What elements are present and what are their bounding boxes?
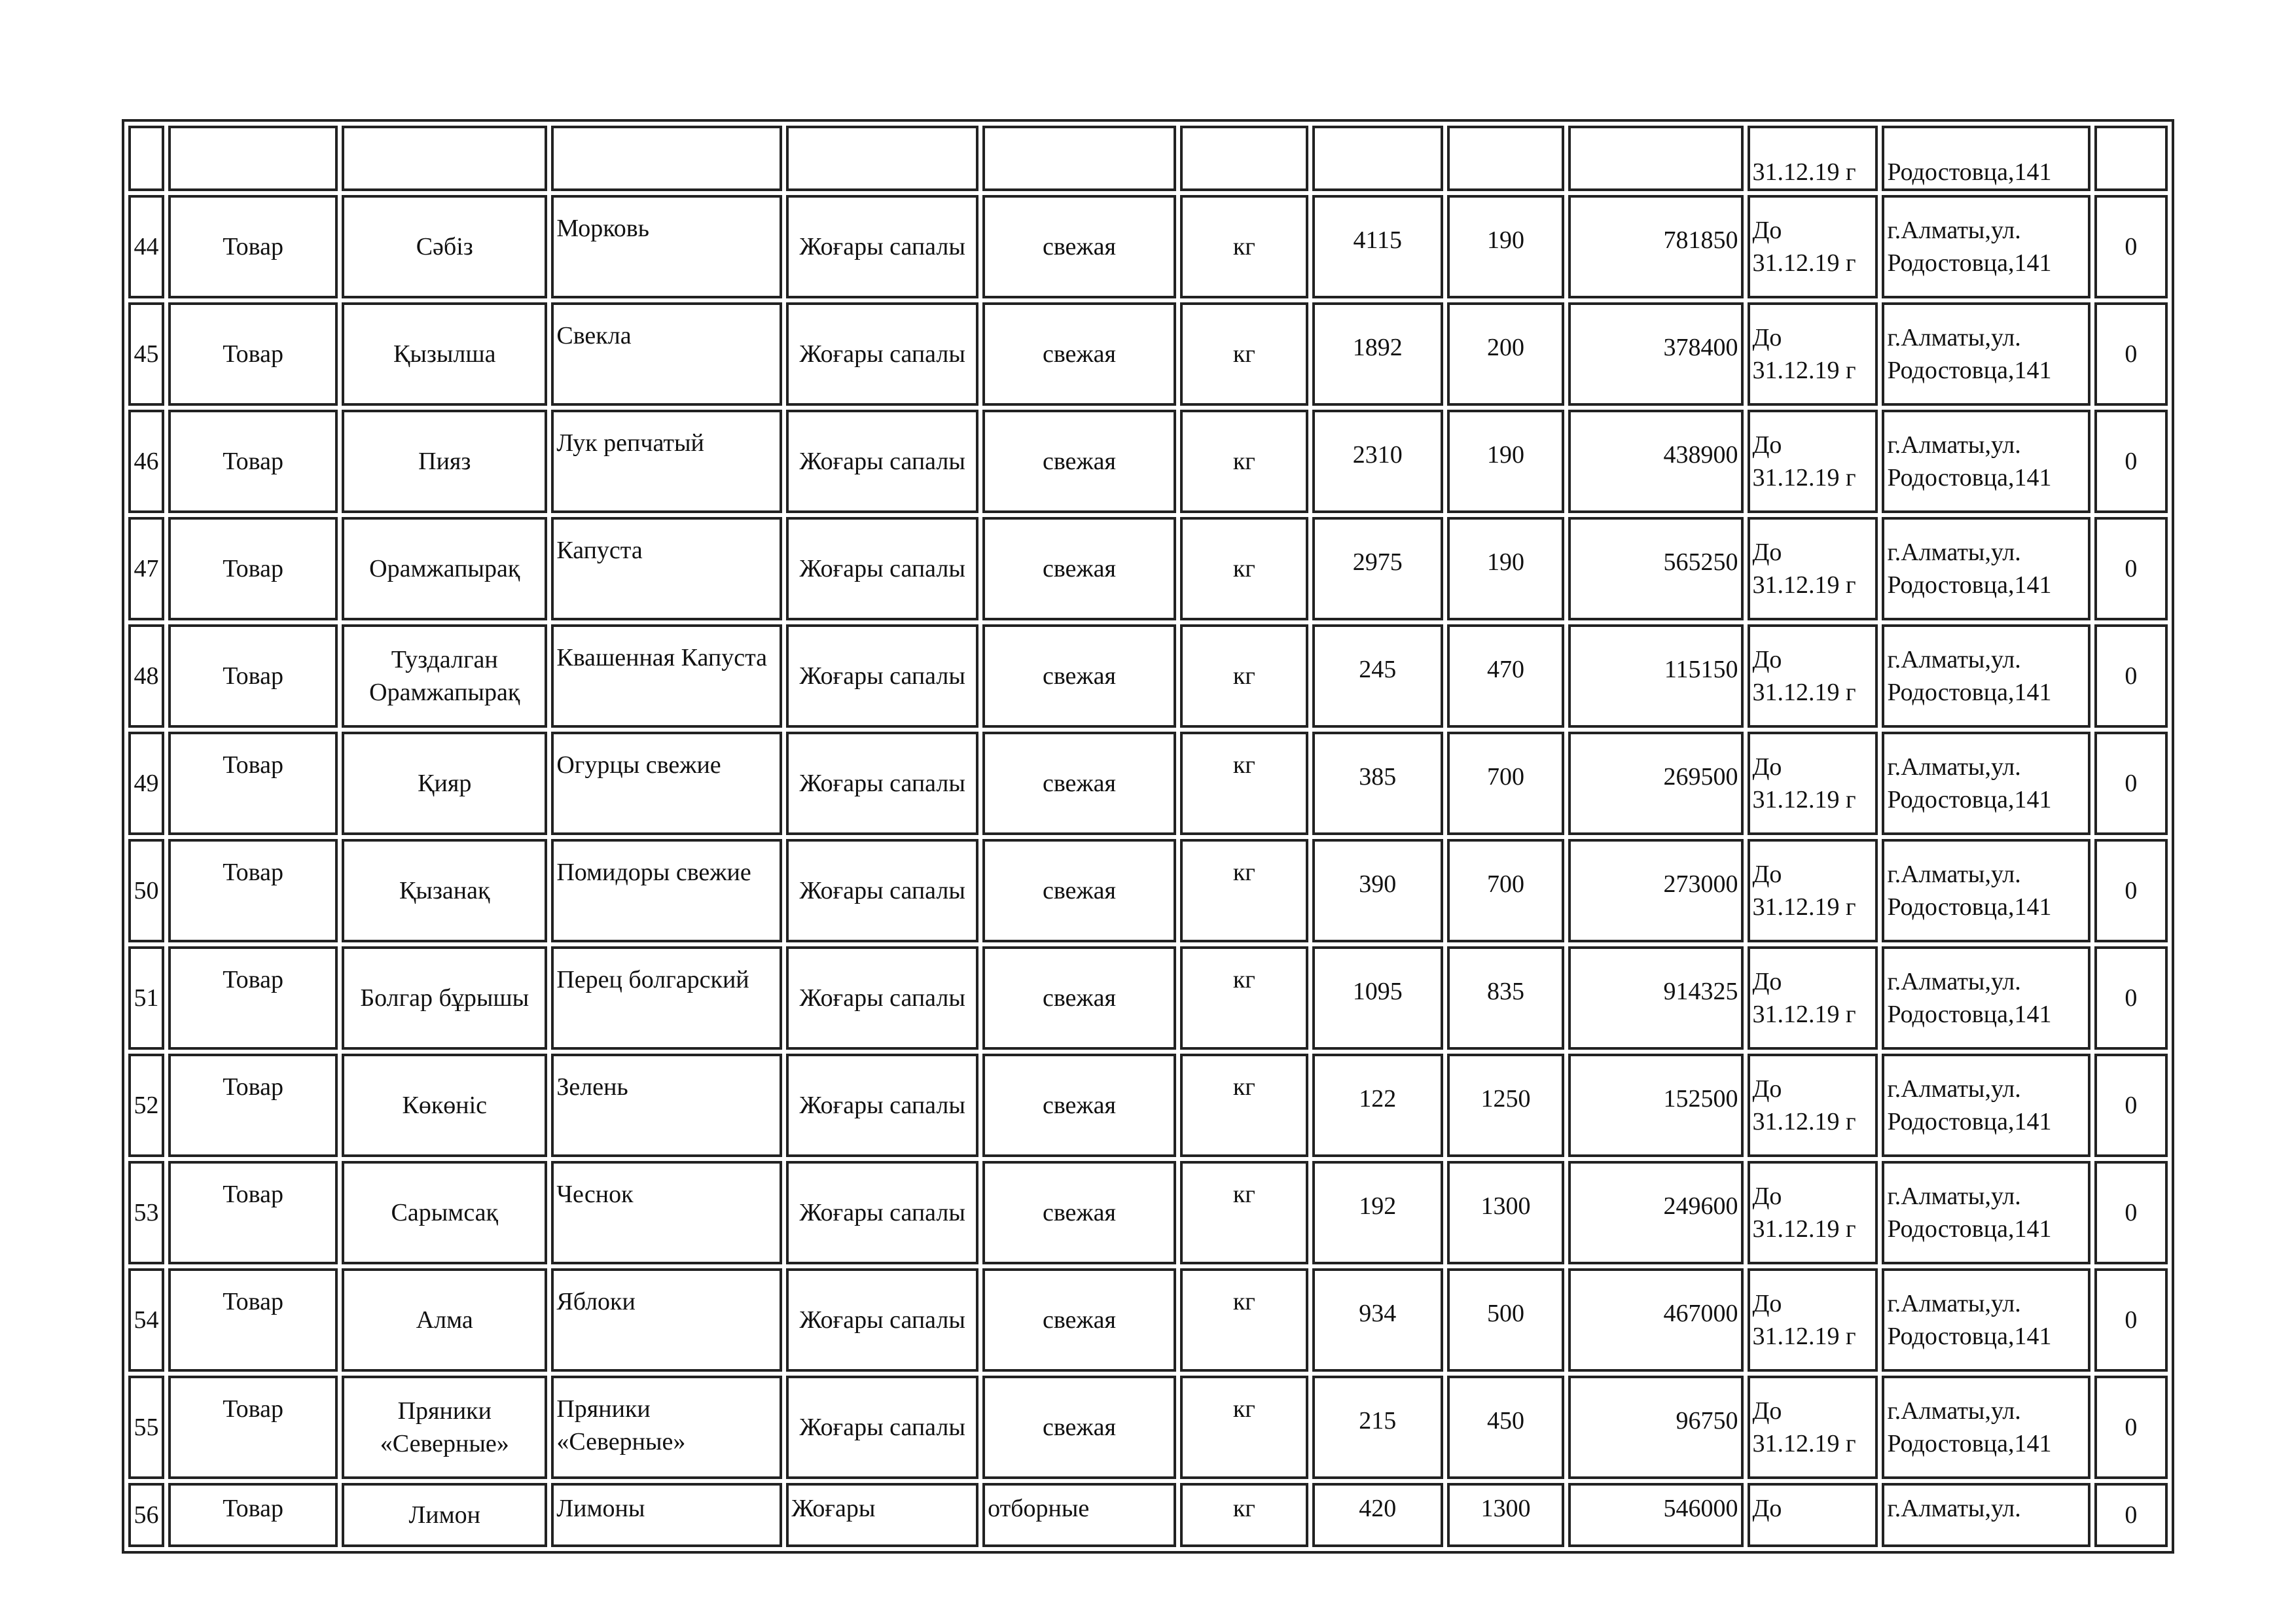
cell-state: свежая	[982, 517, 1176, 620]
cell-extra: 0	[2094, 302, 2168, 406]
cell-name-ru	[551, 126, 782, 191]
cell-name-kz: Сәбіз	[342, 195, 547, 298]
cell-qty: 390	[1312, 839, 1443, 942]
cell-price: 500	[1447, 1268, 1565, 1372]
table-row	[128, 732, 2168, 835]
cell-address: г.Алматы,ул. Родостовца,141	[1882, 1268, 2090, 1372]
cell-quality: Жоғары сапалы	[786, 410, 978, 513]
cell-address: г.Алматы,ул. Родостовца,141	[1882, 946, 2090, 1050]
cell-name-ru: Зелень	[551, 1054, 782, 1157]
cell-qty: 245	[1312, 624, 1443, 728]
cell-price: 700	[1447, 732, 1565, 835]
table-row	[128, 1054, 2168, 1157]
cell-unit: кг	[1180, 1054, 1308, 1157]
cell-type: Товар	[168, 1483, 338, 1547]
cell-unit: кг	[1180, 1376, 1308, 1479]
cell-address: г.Алматы,ул. Родостовца,141	[1882, 732, 2090, 835]
cell-n: 49	[128, 732, 164, 835]
cell-name-kz: Сарымсақ	[342, 1161, 547, 1264]
cell-sum: 249600	[1568, 1161, 1743, 1264]
cell-quality: Жоғары сапалы	[786, 1161, 978, 1264]
cell-type: Товар	[168, 1161, 338, 1264]
cell-n: 44	[128, 195, 164, 298]
cell-sum: 546000	[1568, 1483, 1743, 1547]
cell-name-ru: Яблоки	[551, 1268, 782, 1372]
table-row	[128, 946, 2168, 1050]
cell-sum: 565250	[1568, 517, 1743, 620]
table-row	[128, 302, 2168, 406]
cell-sum	[1568, 126, 1743, 191]
cell-sum: 438900	[1568, 410, 1743, 513]
cell-n: 45	[128, 302, 164, 406]
cell-state: отборные	[982, 1483, 1176, 1547]
cell-quality	[786, 126, 978, 191]
cell-extra: 0	[2094, 1483, 2168, 1547]
cell-address: г.Алматы,ул. Родостовца,141	[1882, 1054, 2090, 1157]
cell-deadline: До 31.12.19 г	[1748, 517, 1878, 620]
cell-qty	[1312, 126, 1443, 191]
goods-table	[122, 119, 2174, 1554]
cell-address: г.Алматы,ул. Родостовца,141	[1882, 410, 2090, 513]
cell-quality: Жоғары сапалы	[786, 839, 978, 942]
cell-state: свежая	[982, 839, 1176, 942]
cell-deadline: До	[1748, 1483, 1878, 1547]
cell-price: 835	[1447, 946, 1565, 1050]
cell-name-kz	[342, 126, 547, 191]
cell-name-kz: Қызанақ	[342, 839, 547, 942]
cell-name-ru: Огурцы свежие	[551, 732, 782, 835]
cell-name-ru: Лук репчатый	[551, 410, 782, 513]
cell-extra: 0	[2094, 1268, 2168, 1372]
cell-deadline: До 31.12.19 г	[1748, 946, 1878, 1050]
cell-quality: Жоғары сапалы	[786, 517, 978, 620]
cell-deadline: До 31.12.19 г	[1748, 195, 1878, 298]
cell-n: 48	[128, 624, 164, 728]
cell-n: 47	[128, 517, 164, 620]
table-row	[128, 839, 2168, 942]
cell-state: свежая	[982, 1268, 1176, 1372]
cell-sum: 96750	[1568, 1376, 1743, 1479]
cell-quality: Жоғары сапалы	[786, 1268, 978, 1372]
cell-qty: 2310	[1312, 410, 1443, 513]
cell-deadline: До 31.12.19 г	[1748, 1268, 1878, 1372]
cell-sum: 152500	[1568, 1054, 1743, 1157]
table-row-partial-top	[128, 126, 2168, 191]
cell-name-ru: Свекла	[551, 302, 782, 406]
cell-sum: 273000	[1568, 839, 1743, 942]
cell-quality: Жоғары сапалы	[786, 1054, 978, 1157]
cell-state	[982, 126, 1176, 191]
table-row-partial-bottom	[128, 1483, 2168, 1547]
cell-type: Товар	[168, 839, 338, 942]
cell-deadline: До 31.12.19 г	[1748, 732, 1878, 835]
cell-deadline: До 31.12.19 г	[1748, 1054, 1878, 1157]
cell-price: 1300	[1447, 1161, 1565, 1264]
cell-unit: кг	[1180, 732, 1308, 835]
cell-unit: кг	[1180, 302, 1308, 406]
cell-unit: кг	[1180, 624, 1308, 728]
cell-n: 50	[128, 839, 164, 942]
cell-type: Товар	[168, 624, 338, 728]
cell-name-ru: Лимоны	[551, 1483, 782, 1547]
cell-extra: 0	[2094, 732, 2168, 835]
cell-name-kz: Пияз	[342, 410, 547, 513]
cell-extra: 0	[2094, 624, 2168, 728]
cell-unit: кг	[1180, 410, 1308, 513]
cell-quality: Жоғары сапалы	[786, 624, 978, 728]
cell-address: г.Алматы,ул. Родостовца,141	[1882, 624, 2090, 728]
cell-extra: 0	[2094, 839, 2168, 942]
cell-n: 55	[128, 1376, 164, 1479]
cell-price: 1250	[1447, 1054, 1565, 1157]
cell-price: 1300	[1447, 1483, 1565, 1547]
cell-unit: кг	[1180, 839, 1308, 942]
cell-qty: 4115	[1312, 195, 1443, 298]
cell-unit	[1180, 126, 1308, 191]
cell-n: 54	[128, 1268, 164, 1372]
cell-name-ru: Перец болгарский	[551, 946, 782, 1050]
cell-price: 470	[1447, 624, 1565, 728]
cell-name-kz: Алма	[342, 1268, 547, 1372]
cell-type: Товар	[168, 302, 338, 406]
cell-deadline: 31.12.19 г	[1748, 126, 1878, 191]
cell-state: свежая	[982, 1054, 1176, 1157]
cell-name-ru: Квашенная Капуста	[551, 624, 782, 728]
cell-unit: кг	[1180, 946, 1308, 1050]
cell-extra: 0	[2094, 1054, 2168, 1157]
cell-address: г.Алматы,ул. Родостовца,141	[1882, 839, 2090, 942]
cell-n: 52	[128, 1054, 164, 1157]
cell-qty: 1892	[1312, 302, 1443, 406]
cell-price: 190	[1447, 517, 1565, 620]
cell-price	[1447, 126, 1565, 191]
table-row	[128, 1376, 2168, 1479]
cell-deadline: До 31.12.19 г	[1748, 1376, 1878, 1479]
cell-name-ru: Помидоры свежие	[551, 839, 782, 942]
cell-type: Товар	[168, 946, 338, 1050]
cell-state: свежая	[982, 732, 1176, 835]
cell-unit: кг	[1180, 1161, 1308, 1264]
cell-sum: 467000	[1568, 1268, 1743, 1372]
table-row	[128, 195, 2168, 298]
cell-address: Родостовца,141	[1882, 126, 2090, 191]
cell-name-kz: Туздалган Орамжапырақ	[342, 624, 547, 728]
cell-type: Товар	[168, 1268, 338, 1372]
cell-name-kz: Пряники «Северные»	[342, 1376, 547, 1479]
cell-unit: кг	[1180, 195, 1308, 298]
cell-address: г.Алматы,ул. Родостовца,141	[1882, 1376, 2090, 1479]
cell-name-ru: Морковь	[551, 195, 782, 298]
cell-qty: 122	[1312, 1054, 1443, 1157]
cell-extra: 0	[2094, 410, 2168, 513]
cell-type	[168, 126, 338, 191]
cell-quality: Жоғары	[786, 1483, 978, 1547]
cell-type: Товар	[168, 732, 338, 835]
cell-extra: 0	[2094, 195, 2168, 298]
cell-type: Товар	[168, 410, 338, 513]
cell-address: г.Алматы,ул. Родостовца,141	[1882, 195, 2090, 298]
cell-type: Товар	[168, 195, 338, 298]
cell-address: г.Алматы,ул. Родостовца,141	[1882, 1161, 2090, 1264]
cell-name-kz: Лимон	[342, 1483, 547, 1547]
cell-type: Товар	[168, 517, 338, 620]
table-row	[128, 410, 2168, 513]
table-row	[128, 1268, 2168, 1372]
cell-n: 46	[128, 410, 164, 513]
cell-state: свежая	[982, 624, 1176, 728]
cell-sum: 269500	[1568, 732, 1743, 835]
table-row	[128, 1161, 2168, 1264]
cell-deadline: До 31.12.19 г	[1748, 1161, 1878, 1264]
cell-qty: 215	[1312, 1376, 1443, 1479]
cell-state: свежая	[982, 410, 1176, 513]
cell-address: г.Алматы,ул. Родостовца,141	[1882, 302, 2090, 406]
cell-price: 450	[1447, 1376, 1565, 1479]
cell-quality: Жоғары сапалы	[786, 946, 978, 1050]
cell-quality: Жоғары сапалы	[786, 195, 978, 298]
cell-deadline: До 31.12.19 г	[1748, 624, 1878, 728]
cell-sum: 115150	[1568, 624, 1743, 728]
cell-state: свежая	[982, 946, 1176, 1050]
cell-extra: 0	[2094, 1161, 2168, 1264]
cell-sum: 781850	[1568, 195, 1743, 298]
cell-name-kz: Болгар бұрышы	[342, 946, 547, 1050]
cell-address: г.Алматы,ул.	[1882, 1483, 2090, 1547]
cell-type: Товар	[168, 1054, 338, 1157]
cell-extra: 0	[2094, 1376, 2168, 1479]
cell-n: 53	[128, 1161, 164, 1264]
cell-qty: 934	[1312, 1268, 1443, 1372]
cell-n	[128, 126, 164, 191]
cell-name-kz: Орамжапырақ	[342, 517, 547, 620]
cell-qty: 192	[1312, 1161, 1443, 1264]
cell-name-kz: Көкөніс	[342, 1054, 547, 1157]
cell-n: 51	[128, 946, 164, 1050]
cell-extra: 0	[2094, 946, 2168, 1050]
cell-quality: Жоғары сапалы	[786, 1376, 978, 1479]
cell-quality: Жоғары сапалы	[786, 732, 978, 835]
cell-state: свежая	[982, 302, 1176, 406]
cell-unit: кг	[1180, 1483, 1308, 1547]
cell-deadline: До 31.12.19 г	[1748, 302, 1878, 406]
cell-extra: 0	[2094, 517, 2168, 620]
cell-name-ru: Пряники «Северные»	[551, 1376, 782, 1479]
cell-type: Товар	[168, 1376, 338, 1479]
cell-name-ru: Чеснок	[551, 1161, 782, 1264]
cell-qty: 1095	[1312, 946, 1443, 1050]
cell-sum: 378400	[1568, 302, 1743, 406]
cell-name-ru: Капуста	[551, 517, 782, 620]
cell-n: 56	[128, 1483, 164, 1547]
cell-price: 200	[1447, 302, 1565, 406]
cell-name-kz: Қияр	[342, 732, 547, 835]
cell-qty: 420	[1312, 1483, 1443, 1547]
cell-address: г.Алматы,ул. Родостовца,141	[1882, 517, 2090, 620]
table-row	[128, 517, 2168, 620]
cell-name-kz: Қызылша	[342, 302, 547, 406]
cell-quality: Жоғары сапалы	[786, 302, 978, 406]
cell-state: свежая	[982, 195, 1176, 298]
cell-state: свежая	[982, 1161, 1176, 1264]
cell-unit: кг	[1180, 1268, 1308, 1372]
cell-price: 700	[1447, 839, 1565, 942]
cell-qty: 385	[1312, 732, 1443, 835]
cell-price: 190	[1447, 195, 1565, 298]
cell-unit: кг	[1180, 517, 1308, 620]
cell-state: свежая	[982, 1376, 1176, 1479]
cell-qty: 2975	[1312, 517, 1443, 620]
cell-deadline: До 31.12.19 г	[1748, 839, 1878, 942]
cell-extra	[2094, 126, 2168, 191]
cell-price: 190	[1447, 410, 1565, 513]
table-row	[128, 624, 2168, 728]
cell-sum: 914325	[1568, 946, 1743, 1050]
cell-deadline: До 31.12.19 г	[1748, 410, 1878, 513]
